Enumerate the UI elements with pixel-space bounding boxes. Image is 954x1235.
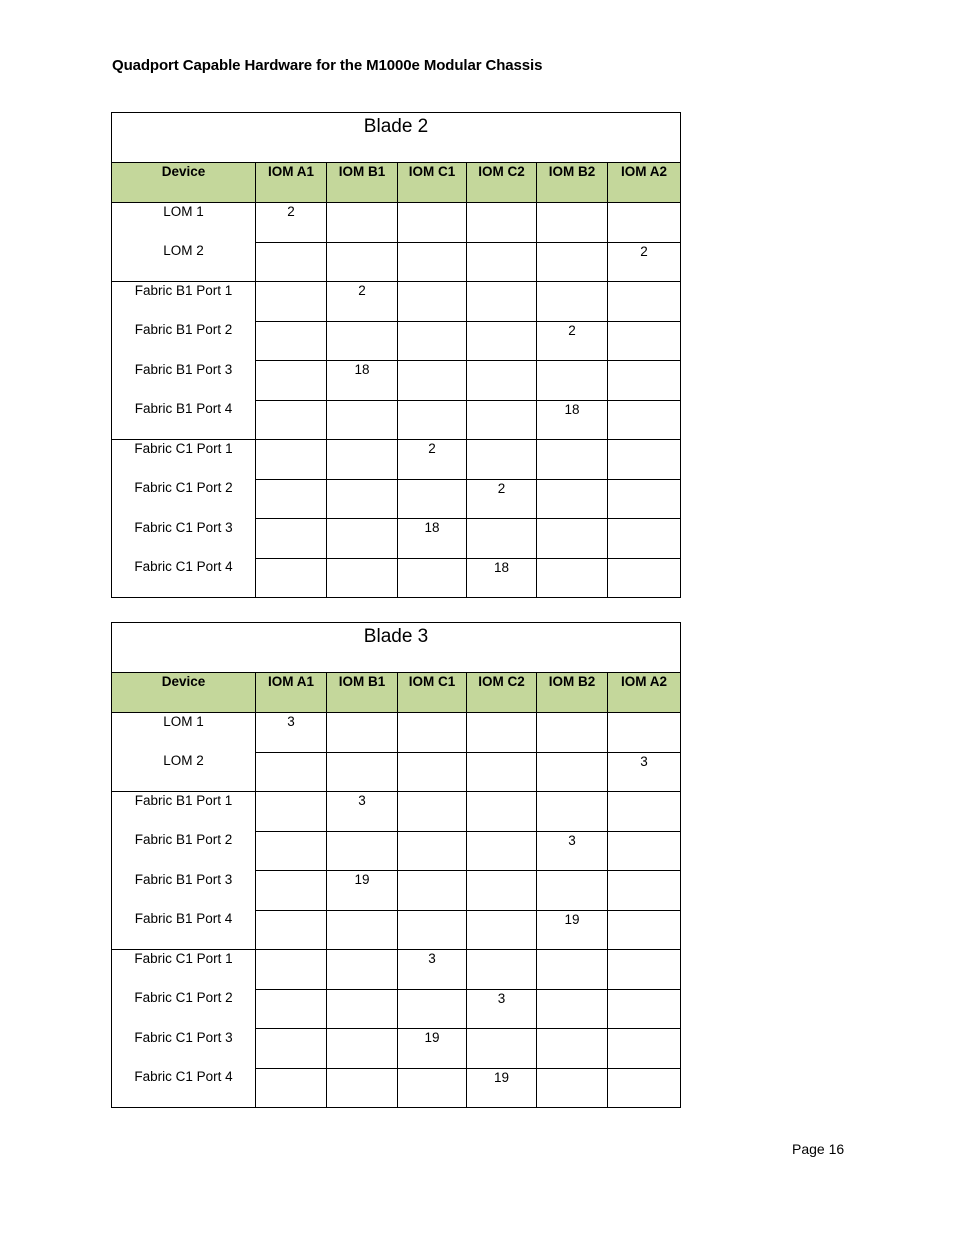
port-cell — [467, 792, 537, 832]
port-cell: 3 — [256, 713, 327, 753]
device-cell: LOM 2 — [112, 242, 256, 282]
table-row — [112, 321, 681, 361]
column-header: IOM C1 — [398, 163, 467, 203]
column-header: IOM B2 — [537, 673, 608, 713]
table-row — [112, 519, 681, 559]
port-cell — [467, 752, 537, 792]
port-cell — [256, 1029, 327, 1069]
port-cell — [467, 519, 537, 559]
device-cell: Fabric C1 Port 3 — [112, 1029, 256, 1069]
port-cell — [537, 1029, 608, 1069]
port-cell — [467, 400, 537, 440]
device-cell: Fabric B1 Port 4 — [112, 400, 256, 440]
port-cell — [256, 440, 327, 480]
device-cell: LOM 1 — [112, 203, 256, 243]
port-cell — [467, 440, 537, 480]
port-cell — [327, 440, 398, 480]
port-cell — [256, 831, 327, 871]
port-cell — [537, 989, 608, 1029]
port-cell — [467, 910, 537, 950]
port-cell — [608, 282, 681, 322]
port-cell — [398, 282, 467, 322]
port-cell — [537, 752, 608, 792]
port-cell — [398, 361, 467, 401]
table-row — [112, 871, 681, 911]
port-cell — [537, 950, 608, 990]
table-row — [112, 950, 681, 990]
port-cell — [327, 519, 398, 559]
port-cell: 18 — [467, 558, 537, 598]
port-cell — [398, 871, 467, 911]
table-row — [112, 282, 681, 322]
table-row — [112, 713, 681, 753]
port-cell — [327, 203, 398, 243]
device-cell: Fabric B1 Port 3 — [112, 871, 256, 911]
table-row — [112, 752, 681, 792]
column-header: IOM C2 — [467, 163, 537, 203]
port-cell — [537, 558, 608, 598]
port-cell: 19 — [398, 1029, 467, 1069]
port-cell: 2 — [608, 242, 681, 282]
port-cell — [256, 282, 327, 322]
port-cell: 19 — [467, 1068, 537, 1108]
port-cell — [327, 400, 398, 440]
column-header: IOM B2 — [537, 163, 608, 203]
port-cell — [537, 242, 608, 282]
port-cell — [537, 440, 608, 480]
port-cell — [256, 1068, 327, 1108]
port-cell — [608, 950, 681, 990]
table-row — [112, 440, 681, 480]
column-header: IOM A2 — [608, 163, 681, 203]
port-cell: 3 — [327, 792, 398, 832]
table-row — [112, 989, 681, 1029]
port-cell — [256, 989, 327, 1029]
port-cell: 2 — [537, 321, 608, 361]
table-row — [112, 479, 681, 519]
device-cell: Fabric B1 Port 2 — [112, 831, 256, 871]
table-title: Blade 2 — [112, 113, 681, 163]
port-cell — [537, 871, 608, 911]
port-cell — [467, 871, 537, 911]
port-cell — [327, 242, 398, 282]
port-cell — [327, 479, 398, 519]
port-cell — [398, 792, 467, 832]
port-cell — [608, 400, 681, 440]
port-cell — [256, 479, 327, 519]
port-cell — [256, 242, 327, 282]
port-cell — [537, 361, 608, 401]
port-cell — [608, 989, 681, 1029]
port-cell — [467, 203, 537, 243]
port-cell — [256, 400, 327, 440]
device-cell: Fabric C1 Port 1 — [112, 440, 256, 480]
port-cell — [537, 203, 608, 243]
column-header: IOM B1 — [327, 673, 398, 713]
port-cell — [398, 831, 467, 871]
port-cell — [398, 203, 467, 243]
port-cell — [608, 831, 681, 871]
table-row — [112, 831, 681, 871]
port-cell — [256, 519, 327, 559]
port-cell: 3 — [467, 989, 537, 1029]
port-cell — [608, 713, 681, 753]
device-cell: Fabric C1 Port 2 — [112, 989, 256, 1029]
port-cell — [327, 752, 398, 792]
port-cell — [327, 713, 398, 753]
blade-3-table — [111, 622, 681, 1108]
port-cell — [398, 400, 467, 440]
port-cell — [398, 713, 467, 753]
port-cell: 19 — [327, 871, 398, 911]
port-cell — [537, 519, 608, 559]
column-header: Device — [112, 673, 256, 713]
port-cell — [608, 519, 681, 559]
table-row — [112, 361, 681, 401]
table-row — [112, 910, 681, 950]
port-cell — [608, 1029, 681, 1069]
port-cell — [398, 1068, 467, 1108]
port-cell — [327, 989, 398, 1029]
port-cell: 3 — [537, 831, 608, 871]
device-cell: Fabric C1 Port 2 — [112, 479, 256, 519]
port-cell — [608, 871, 681, 911]
port-cell — [467, 282, 537, 322]
port-cell — [256, 792, 327, 832]
device-cell: Fabric B1 Port 1 — [112, 282, 256, 322]
blade-2-table — [111, 112, 681, 598]
table-row — [112, 1068, 681, 1108]
device-cell: Fabric B1 Port 2 — [112, 321, 256, 361]
port-cell — [608, 558, 681, 598]
port-cell — [327, 950, 398, 990]
port-cell — [537, 792, 608, 832]
device-cell: Fabric B1 Port 1 — [112, 792, 256, 832]
port-cell — [537, 713, 608, 753]
table-row — [112, 242, 681, 282]
device-cell: LOM 1 — [112, 713, 256, 753]
port-cell — [467, 361, 537, 401]
table-header-row — [112, 673, 681, 713]
port-cell: 3 — [398, 950, 467, 990]
port-cell — [256, 950, 327, 990]
column-header: IOM C1 — [398, 673, 467, 713]
port-cell — [467, 1029, 537, 1069]
port-cell — [256, 752, 327, 792]
page-number: Page 16 — [792, 1141, 845, 1157]
port-cell — [608, 361, 681, 401]
port-cell — [537, 1068, 608, 1108]
device-cell: LOM 2 — [112, 752, 256, 792]
port-cell — [327, 1068, 398, 1108]
port-cell — [256, 871, 327, 911]
port-cell — [256, 361, 327, 401]
port-cell: 18 — [537, 400, 608, 440]
device-cell: Fabric B1 Port 4 — [112, 910, 256, 950]
port-cell — [398, 479, 467, 519]
table-row — [112, 400, 681, 440]
table-title-row — [112, 113, 681, 163]
port-cell — [608, 321, 681, 361]
device-cell: Fabric B1 Port 3 — [112, 361, 256, 401]
table-header-row — [112, 163, 681, 203]
table-row — [112, 203, 681, 243]
port-cell — [467, 713, 537, 753]
column-header: IOM A1 — [256, 163, 327, 203]
port-cell — [537, 282, 608, 322]
port-cell — [398, 558, 467, 598]
port-cell: 2 — [256, 203, 327, 243]
port-cell — [467, 950, 537, 990]
port-cell: 18 — [398, 519, 467, 559]
table-row — [112, 792, 681, 832]
table-title: Blade 3 — [112, 623, 681, 673]
document-title: Quadport Capable Hardware for the M1000e Modular Chassis — [112, 57, 543, 74]
column-header: IOM A1 — [256, 673, 327, 713]
port-cell — [327, 321, 398, 361]
port-cell — [256, 558, 327, 598]
port-cell — [608, 479, 681, 519]
column-header: IOM A2 — [608, 673, 681, 713]
port-cell — [398, 910, 467, 950]
device-cell: Fabric C1 Port 3 — [112, 519, 256, 559]
port-cell — [256, 910, 327, 950]
column-header: IOM B1 — [327, 163, 398, 203]
port-cell: 3 — [608, 752, 681, 792]
port-cell — [327, 831, 398, 871]
port-cell — [467, 321, 537, 361]
port-cell — [256, 321, 327, 361]
port-cell — [398, 752, 467, 792]
port-cell — [398, 242, 467, 282]
port-cell: 2 — [327, 282, 398, 322]
port-cell: 18 — [327, 361, 398, 401]
column-header: Device — [112, 163, 256, 203]
device-cell: Fabric C1 Port 4 — [112, 558, 256, 598]
port-cell — [608, 440, 681, 480]
column-header: IOM C2 — [467, 673, 537, 713]
port-cell: 19 — [537, 910, 608, 950]
port-cell — [467, 831, 537, 871]
device-cell: Fabric C1 Port 4 — [112, 1068, 256, 1108]
device-cell: Fabric C1 Port 1 — [112, 950, 256, 990]
table-row — [112, 558, 681, 598]
port-cell — [608, 203, 681, 243]
port-cell — [398, 989, 467, 1029]
port-cell: 2 — [398, 440, 467, 480]
port-cell — [327, 910, 398, 950]
port-cell — [327, 1029, 398, 1069]
port-cell — [608, 792, 681, 832]
port-cell — [537, 479, 608, 519]
port-cell — [608, 910, 681, 950]
port-cell — [467, 242, 537, 282]
port-cell — [327, 558, 398, 598]
table-row — [112, 1029, 681, 1069]
port-cell: 2 — [467, 479, 537, 519]
port-cell — [608, 1068, 681, 1108]
table-title-row — [112, 623, 681, 673]
port-cell — [398, 321, 467, 361]
